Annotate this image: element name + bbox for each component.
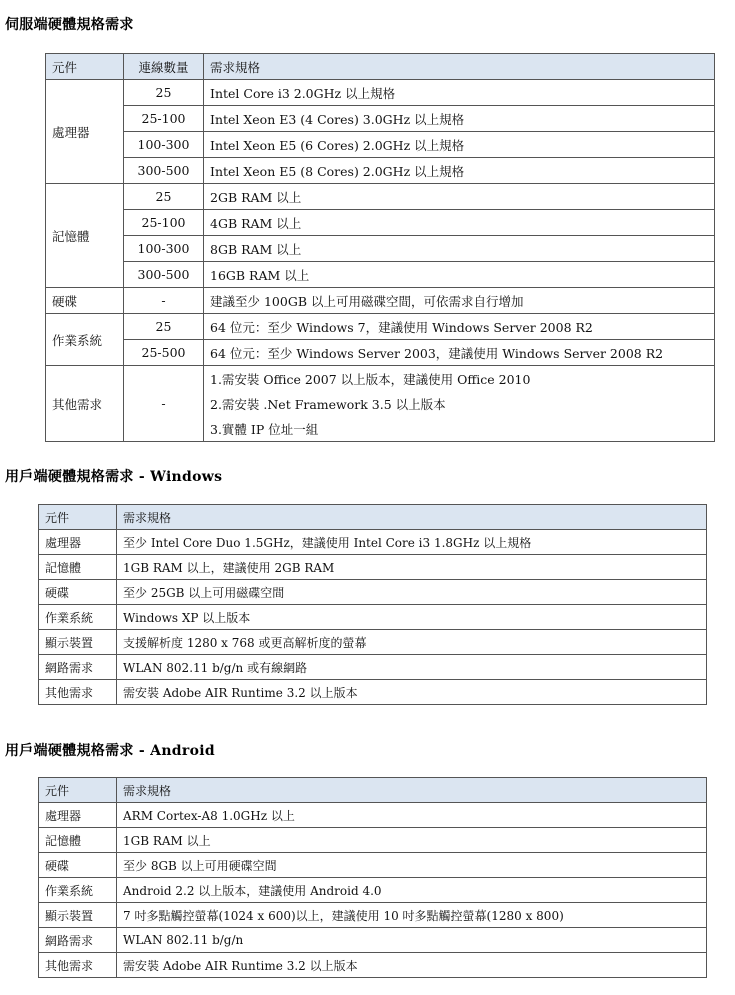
spec-cell: 需安裝 Adobe AIR Runtime 3.2 以上版本 bbox=[117, 953, 707, 978]
table-row bbox=[39, 953, 707, 978]
table-row bbox=[46, 106, 715, 132]
spec-cell: 1GB RAM 以上，建議使用 2GB RAM bbox=[117, 555, 707, 580]
header-spec: 需求規格 bbox=[117, 778, 707, 803]
server-section-title: 伺服端硬體規格需求 bbox=[5, 17, 134, 33]
table-row bbox=[39, 680, 707, 705]
component-cell: 顯示裝置 bbox=[39, 903, 117, 928]
spec-cell: 支援解析度 1280 x 768 或更高解析度的螢幕 bbox=[117, 630, 707, 655]
spec-cell: ARM Cortex-A8 1.0GHz 以上 bbox=[117, 803, 707, 828]
header-component: 元件 bbox=[46, 54, 124, 80]
connections-cell: 300-500 bbox=[124, 158, 204, 184]
header-spec: 需求規格 bbox=[204, 54, 715, 80]
spec-cell: 2GB RAM 以上 bbox=[204, 184, 715, 210]
connections-cell: 25 bbox=[124, 80, 204, 106]
android-title-suffix: - Android bbox=[133, 743, 215, 759]
spec-cell: Android 2.2 以上版本，建議使用 Android 4.0 bbox=[117, 878, 707, 903]
connections-cell: 25 bbox=[124, 314, 204, 340]
table-row bbox=[46, 236, 715, 262]
connections-cell: 25-100 bbox=[124, 106, 204, 132]
spec-cell: 需安裝 Adobe AIR Runtime 3.2 以上版本 bbox=[117, 680, 707, 705]
android-section-title bbox=[5, 740, 215, 760]
component-cell: 記憶體 bbox=[39, 828, 117, 853]
spec-cell: 至少 8GB 以上可用硬碟空間 bbox=[117, 853, 707, 878]
windows-title-main: 用戶端硬體規格需求 bbox=[5, 469, 134, 485]
table-row bbox=[46, 314, 715, 340]
windows-requirements-table bbox=[38, 504, 707, 705]
spec-cell: 至少 25GB 以上可用磁碟空間 bbox=[117, 580, 707, 605]
spec-cell: 64 位元：至少 Windows Server 2003，建議使用 Windows Server 2008 R2 bbox=[204, 340, 715, 366]
table-row bbox=[39, 903, 707, 928]
table-row bbox=[46, 132, 715, 158]
component-cell: 處理器 bbox=[39, 530, 117, 555]
spec-cell: 4GB RAM 以上 bbox=[204, 210, 715, 236]
connections-cell: 25-500 bbox=[124, 340, 204, 366]
table-row bbox=[39, 605, 707, 630]
table-row bbox=[39, 878, 707, 903]
table-row bbox=[39, 803, 707, 828]
spec-cell: Intel Xeon E3 (4 Cores) 3.0GHz 以上規格 bbox=[204, 106, 715, 132]
table-row bbox=[46, 288, 715, 314]
table-row bbox=[39, 580, 707, 605]
table-row bbox=[46, 158, 715, 184]
spec-cell: WLAN 802.11 b/g/n bbox=[117, 928, 707, 953]
other-requirement-item: 1.需安裝 Office 2007 以上版本，建議使用 Office 2010 bbox=[204, 366, 715, 392]
component-cell: 作業系統 bbox=[39, 878, 117, 903]
connections-cell: - bbox=[124, 366, 204, 442]
connections-cell: 100-300 bbox=[124, 236, 204, 262]
component-cell: 其他需求 bbox=[39, 680, 117, 705]
component-cell: 網路需求 bbox=[39, 928, 117, 953]
component-cell: 處理器 bbox=[39, 803, 117, 828]
connections-cell: 25-100 bbox=[124, 210, 204, 236]
connections-cell: 25 bbox=[124, 184, 204, 210]
component-processor: 處理器 bbox=[46, 80, 124, 184]
connections-cell: 300-500 bbox=[124, 262, 204, 288]
android-title-main: 用戶端硬體規格需求 bbox=[5, 743, 134, 759]
table-header-row bbox=[46, 54, 715, 80]
table-row bbox=[39, 530, 707, 555]
spec-cell: 7 吋多點觸控螢幕(1024 x 600)以上，建議使用 10 吋多點觸控螢幕(1280 x 800) bbox=[117, 903, 707, 928]
spec-cell: 建議至少 100GB 以上可用磁碟空間，可依需求自行增加 bbox=[204, 288, 715, 314]
table-row bbox=[39, 928, 707, 953]
component-cell: 顯示裝置 bbox=[39, 630, 117, 655]
spec-cell: 16GB RAM 以上 bbox=[204, 262, 715, 288]
table-row bbox=[46, 184, 715, 210]
table-row bbox=[46, 366, 715, 392]
component-os: 作業系統 bbox=[46, 314, 124, 366]
other-requirement-item: 3.實體 IP 位址一組 bbox=[204, 416, 715, 442]
android-requirements-table bbox=[38, 777, 707, 978]
spec-cell: Intel Xeon E5 (6 Cores) 2.0GHz 以上規格 bbox=[204, 132, 715, 158]
other-requirement-item: 2.需安裝 .Net Framework 3.5 以上版本 bbox=[204, 391, 715, 416]
table-row bbox=[39, 630, 707, 655]
component-disk: 硬碟 bbox=[46, 288, 124, 314]
component-other: 其他需求 bbox=[46, 366, 124, 442]
table-row bbox=[46, 80, 715, 106]
header-connections: 連線數量 bbox=[124, 54, 204, 80]
header-component: 元件 bbox=[39, 505, 117, 530]
spec-cell: 1GB RAM 以上 bbox=[117, 828, 707, 853]
spec-cell: 64 位元：至少 Windows 7，建議使用 Windows Server 2008 R2 bbox=[204, 314, 715, 340]
component-cell: 網路需求 bbox=[39, 655, 117, 680]
table-row bbox=[39, 555, 707, 580]
spec-cell: Windows XP 以上版本 bbox=[117, 605, 707, 630]
header-spec: 需求規格 bbox=[117, 505, 707, 530]
table-row bbox=[46, 340, 715, 366]
table-row bbox=[39, 853, 707, 878]
table-header-row bbox=[39, 505, 707, 530]
component-cell: 記憶體 bbox=[39, 555, 117, 580]
table-row bbox=[46, 210, 715, 236]
spec-cell: Intel Xeon E5 (8 Cores) 2.0GHz 以上規格 bbox=[204, 158, 715, 184]
windows-title-suffix: - Windows bbox=[133, 469, 223, 485]
spec-cell: Intel Core i3 2.0GHz 以上規格 bbox=[204, 80, 715, 106]
table-row bbox=[46, 262, 715, 288]
component-cell: 作業系統 bbox=[39, 605, 117, 630]
spec-cell: 至少 Intel Core Duo 1.5GHz，建議使用 Intel Core i3 1.8GHz 以上規格 bbox=[117, 530, 707, 555]
connections-cell: - bbox=[124, 288, 204, 314]
component-cell: 硬碟 bbox=[39, 853, 117, 878]
connections-cell: 100-300 bbox=[124, 132, 204, 158]
table-row bbox=[39, 655, 707, 680]
spec-cell: 8GB RAM 以上 bbox=[204, 236, 715, 262]
table-row bbox=[39, 828, 707, 853]
server-requirements-table bbox=[45, 53, 715, 442]
component-cell: 其他需求 bbox=[39, 953, 117, 978]
table-header-row bbox=[39, 778, 707, 803]
component-memory: 記憶體 bbox=[46, 184, 124, 288]
spec-cell: WLAN 802.11 b/g/n 或有線網路 bbox=[117, 655, 707, 680]
header-component: 元件 bbox=[39, 778, 117, 803]
component-cell: 硬碟 bbox=[39, 580, 117, 605]
windows-section-title bbox=[5, 466, 222, 486]
